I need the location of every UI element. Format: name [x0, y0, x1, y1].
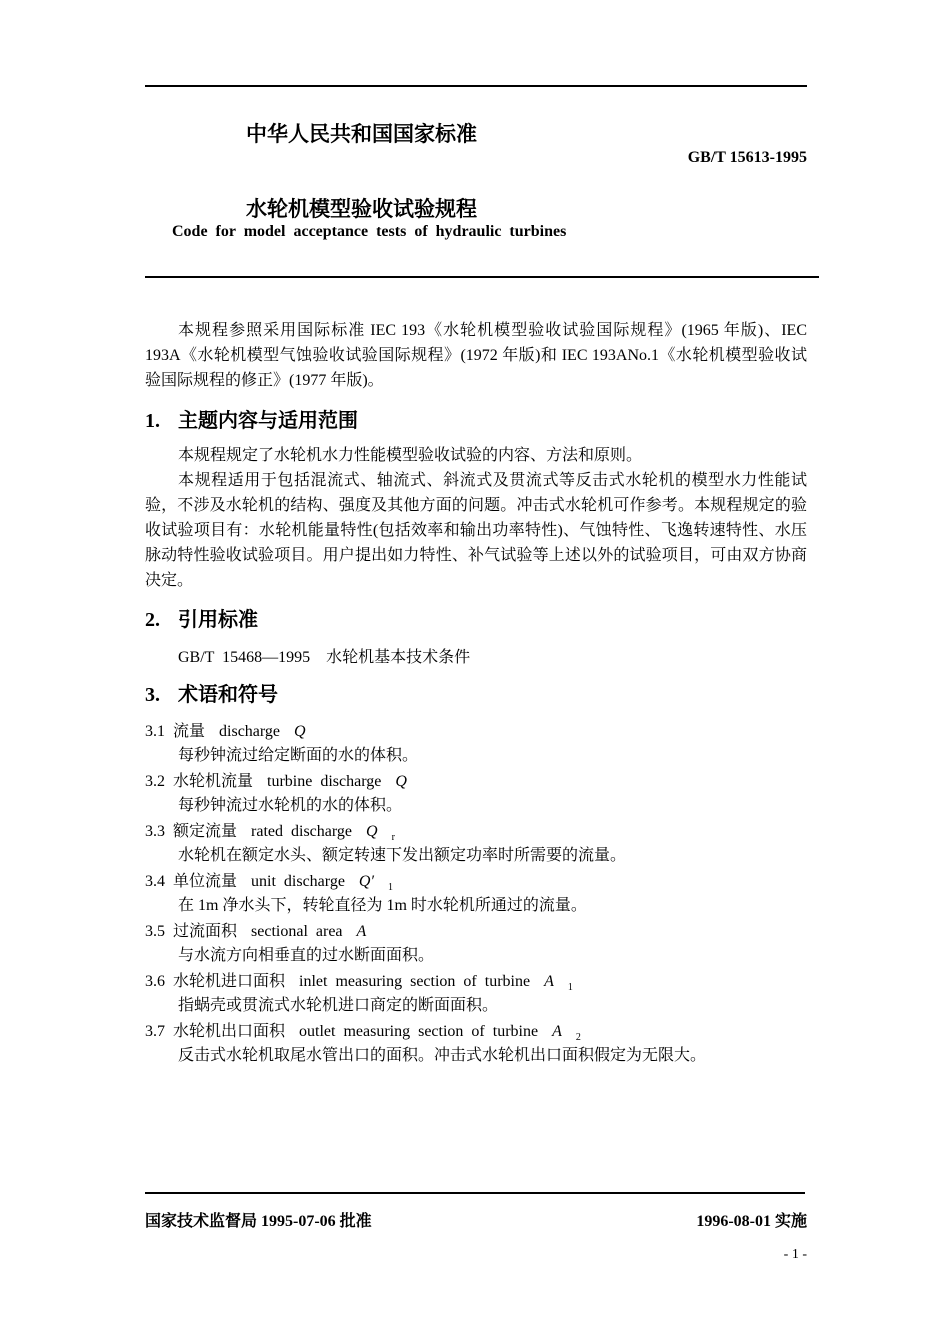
page-number: - 1 -: [783, 1247, 807, 1262]
document-title-en: Code for model acceptance tests of hydraulic turbines: [172, 223, 567, 240]
term-line: [145, 1018, 581, 1043]
term-symbol: A: [552, 1023, 562, 1040]
term-number: 3.5: [145, 923, 165, 940]
term-name-en: turbine discharge: [267, 773, 382, 790]
section-1-title: [145, 404, 358, 433]
term-definition: 在 1m 净水头下，转轮直径为 1m 时水轮机所通过的流量。: [178, 897, 587, 914]
term-definition: 水轮机在额定水头、额定转速下发出额定功率时所需要的流量。: [178, 847, 627, 864]
term-number: 3.1: [145, 723, 165, 740]
section-title-text: 主题内容与适用范围: [178, 408, 358, 432]
document-title-cn: 水轮机模型验收试验规程: [246, 197, 477, 221]
section-3-title: [145, 678, 278, 707]
term-symbol: Q′: [358, 873, 374, 890]
term-line: [145, 768, 421, 791]
term-name-cn: 水轮机流量: [173, 773, 254, 790]
section-title-text: 引用标准: [178, 607, 258, 631]
term-definition: 指蜗壳或贯流式水轮机进口商定的断面面积。: [178, 997, 499, 1014]
top-rule: [145, 85, 807, 87]
section-number: 1.: [145, 410, 160, 432]
section-number: 3.: [145, 684, 160, 706]
term-number: 3.2: [145, 773, 165, 790]
term-symbol: Q: [294, 723, 306, 740]
term-definition: 与水流方向相垂直的过水断面面积。: [178, 947, 435, 964]
footer-rule: [145, 1192, 805, 1194]
section-1-paragraph-2: 本规程适用于包括混流式、轴流式、斜流式及贯流式等反击式水轮机的模型水力性能试验，不涉及水轮机的结构、强度及其他方面的问题。冲击式水轮机可作参考。本规程规定的验收试验项目有：水轮机能量特性(包括效率和输出功率特性)、气蚀特性、飞逸转速特性、水压脉动特性验收试验项目。用户提出如力特性、补气试验等上述以外的试验项目，可由双方协商决定。: [145, 472, 807, 589]
term-line: [145, 968, 573, 993]
term-name-cn: 单位流量: [173, 873, 238, 890]
section-2-title: [145, 603, 258, 632]
standard-code: GB/T 15613-1995: [687, 149, 807, 166]
term-line: [145, 718, 320, 741]
term-name-cn: 水轮机进口面积: [173, 973, 286, 990]
intro-paragraph: 本规程参照采用国际标准 IEC 193《水轮机模型验收试验国际规程》(1965 年版)、IEC 193A《水轮机模型气蚀验收试验国际规程》(1972 年版)和 IEC 193ANo.1《水轮机模型验收试验国际规程的修正》(1977 年版)。: [145, 322, 807, 389]
section-number: 2.: [145, 609, 160, 631]
term-definition: 反击式水轮机取尾水管出口的面积。冲击式水轮机出口面积假定为无限大。: [178, 1047, 707, 1064]
term-number: 3.4: [145, 873, 165, 890]
term-definition: 每秒钟流过给定断面的水的体积。: [178, 747, 419, 764]
term-symbol-subscript: r: [391, 832, 395, 844]
term-symbol: Q: [395, 773, 407, 790]
term-line: [145, 868, 393, 893]
term-name-cn: 额定流量: [173, 823, 238, 840]
term-line: [145, 918, 380, 941]
term-name-cn: 过流面积: [173, 923, 238, 940]
term-name-en: unit discharge: [251, 873, 345, 890]
term-name-cn: 水轮机出口面积: [173, 1023, 286, 1040]
term-symbol-subscript: 2: [575, 1032, 581, 1044]
term-symbol: A: [356, 923, 367, 940]
term-name-en: discharge: [219, 723, 281, 740]
term-number: 3.6: [145, 973, 165, 990]
term-name-en: inlet measuring section of turbine: [299, 973, 531, 990]
term-line: [145, 818, 395, 843]
approval-note: 国家技术监督局 1995-07-06 批准: [145, 1213, 372, 1230]
section-1-paragraph-1: 本规程规定了水轮机水力性能模型验收试验的内容、方法和原则。: [178, 447, 643, 464]
term-number: 3.3: [145, 823, 165, 840]
term-symbol-subscript: 1: [567, 982, 573, 994]
term-name-en: rated discharge: [251, 823, 353, 840]
term-number: 3.7: [145, 1023, 165, 1040]
term-definition: 每秒钟流过水轮机的水的体积。: [178, 797, 403, 814]
referenced-standard: GB/T 15468—1995 水轮机基本技术条件: [178, 649, 471, 666]
effective-date: 1996-08-01 实施: [696, 1213, 807, 1230]
term-symbol-subscript: 1: [387, 882, 393, 894]
term-name-en: sectional area: [251, 923, 343, 940]
section-title-text: 术语和符号: [178, 682, 278, 706]
term-name-en: outlet measuring section of turbine: [299, 1023, 539, 1040]
term-symbol: A: [544, 973, 554, 990]
header-bottom-rule: [145, 276, 819, 278]
term-symbol: Q: [366, 823, 378, 840]
standard-org: 中华人民共和国国家标准: [246, 122, 477, 146]
term-name-cn: 流量: [173, 723, 206, 740]
